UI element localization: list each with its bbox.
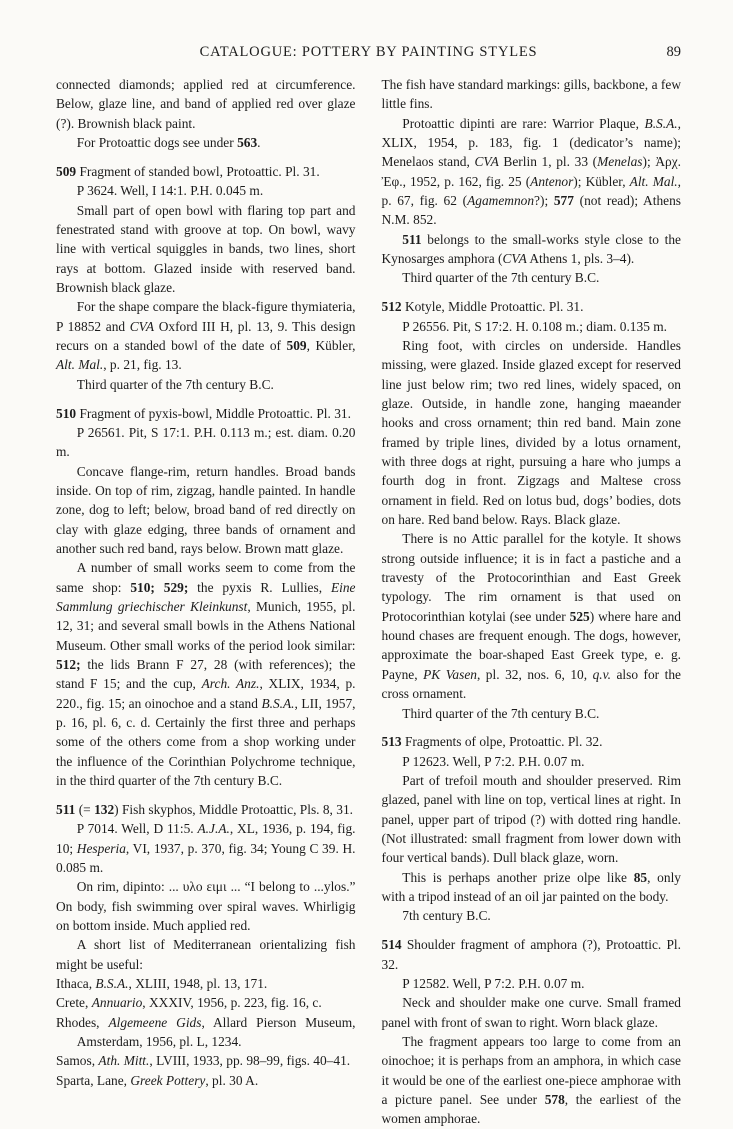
text-run: Shoulder fragment of amphora (?), Protoattic. Pl. 32. <box>381 937 681 972</box>
text-run: the lids Brann F 27, 28 (with references); the stand F 15; and the cup, <box>56 656 356 692</box>
text-run: , Munich, 1955, pl. 12, 31; and several small bowls in the Athens National Museum. Other small works of the period look similar: <box>56 598 356 653</box>
paragraph <box>56 935 356 974</box>
text-run: Concave flange-rim, return handles. Broad bands inside. On top of rim, zigzag, handle painted. In handle zone, dog to left; below, broad band of red directly on clay with glaze edging, three bands of ornament and another such red band, rays below. Brown matt glaze. <box>56 463 356 556</box>
paragraph <box>56 181 356 200</box>
text-run: Oxford III H, pl. 13, 9. This design recurs on a standed bowl of the date of <box>56 318 356 353</box>
text-run: , only with a tripod instead of an oil jar painted on the body. <box>381 869 681 905</box>
text-run: , pl. 32, nos. 6, 10, <box>476 666 593 682</box>
text-run: also for the cross ornament. <box>381 666 682 702</box>
paragraph <box>382 114 682 230</box>
text-run: Fragment of pyxis-bowl, Middle Protoattic. Pl. 31. <box>76 405 351 421</box>
italic-text: Agamemnon <box>467 193 535 209</box>
text-run: ); Ἀρχ. Ἐφ., 1952, p. 162, fig. 25 ( <box>381 154 681 189</box>
bold-text: 525 <box>569 608 590 624</box>
italic-text: Alt. Mal. <box>629 173 678 189</box>
italic-text: q.v. <box>592 666 611 682</box>
paragraph <box>56 1051 356 1070</box>
text-run: ) where hare and hound chases are frequent enough. The dogs, however, approximate the boar-shaped East Greek type, e. g. Payne, <box>381 608 681 682</box>
entry-514-heading <box>382 935 682 974</box>
bold-text: 512 <box>381 299 402 315</box>
text-run: For the shape compare the black-figure thymiateria, P 18852 and <box>56 299 356 334</box>
entry-510-heading <box>56 404 356 423</box>
paragraph <box>382 906 682 925</box>
right-column <box>382 75 682 1129</box>
page-header <box>56 44 681 61</box>
text-run: Protoattic dipinti are rare: Warrior Plaque, <box>402 115 645 131</box>
text-run: Samos, <box>56 1053 99 1069</box>
text-run: , Allard Pierson Museum, Amsterdam, 1956, pl. L, 1234. <box>76 1014 356 1049</box>
text-run: Crete, <box>56 995 92 1011</box>
text-run: , XLIX, 1934, p. 220., fig. 15; an oinochoe and a stand <box>56 676 356 711</box>
text-run: There is no Attic parallel for the kotyle. It shows strong outside influence; it is in fact a pastiche and a travesty of the Protocorinthian and East Greek typology. The rim ornament is that used on Protocorinthian kotylai (see under <box>381 531 681 624</box>
text-run: , LVIII, 1933, pp. 98–99, figs. 40–41. <box>149 1053 351 1069</box>
text-run: (= <box>75 801 95 817</box>
text-run: Third quarter of the 7th century B.C. <box>76 376 274 392</box>
text-run: , VI, 1937, p. 370, fig. 34; Young C 39. H. 0.085 m. <box>56 840 356 875</box>
bold-text: 509 <box>56 163 77 179</box>
paragraph <box>56 462 356 559</box>
paragraph <box>56 423 356 462</box>
paragraph <box>382 529 682 703</box>
text-run: On rim, dipinto: ... υλο ειμι ... “I belong to ...ylos.” On body, fish swimming over spiral waves. Whirligig on bottom inside. Much applied red. <box>56 879 356 933</box>
text-run: (not read); Athens N.M. 852. <box>381 193 681 228</box>
entry-511-heading <box>56 800 356 819</box>
left-column <box>56 75 356 1129</box>
paragraph <box>382 752 682 771</box>
bold-text: 510 <box>56 405 77 421</box>
text-run: , XXXIV, 1956, p. 223, fig. 16, c. <box>142 995 322 1011</box>
text-run: P 12623. Well, P 7:2. P.H. 0.07 m. <box>402 753 585 769</box>
text-run: Neck and shoulder make one curve. Small framed panel with front of swan to right. Worn black glaze. <box>381 995 681 1030</box>
text-run: , LII, 1957, p. 16, pl. 6, c. d. Certainly the first three and perhaps some of the others come from a shop working under the influence of the Corinthian Polychrome technique, in the third quarter of the 7th century B.C. <box>56 695 356 789</box>
bold-text: 510; 529; <box>130 579 189 595</box>
text-run: Fragments of olpe, Protoattic. Pl. 32. <box>401 734 603 750</box>
text-run: For Protoattic dogs see under <box>76 135 238 151</box>
text-run: P 12582. Well, P 7:2. P.H. 0.07 m. <box>402 975 585 991</box>
text-run: The fish have standard markings: gills, backbone, a few little fins. <box>381 77 681 112</box>
text-run: Third quarter of the 7th century B.C. <box>402 270 600 286</box>
italic-text: Menelas <box>597 154 643 170</box>
text-run: , p. 21, fig. 13. <box>103 357 182 373</box>
paragraph <box>382 230 682 269</box>
text-run: Sparta, Lane, <box>56 1072 131 1088</box>
text-run: , the earliest of the women amphorae. <box>381 1092 681 1127</box>
text-run: ?); <box>534 193 554 209</box>
paragraph <box>382 268 682 287</box>
text-run: ) Fish skyphos, Middle Protoattic, Pls. 8, 31. <box>114 801 353 817</box>
bold-text: 509 <box>286 337 307 353</box>
text-run: the pyxis R. Lullies, <box>188 579 331 595</box>
text-run: P 26556. Pit, S 17:2. H. 0.108 m.; diam. 0.135 m. <box>402 318 667 334</box>
paragraph <box>56 75 356 133</box>
paragraph <box>56 1071 356 1090</box>
italic-text: B.S.A. <box>95 975 129 991</box>
running-title: CATALOGUE: POTTERY BY PAINTING STYLES <box>199 44 538 60</box>
text-run: P 3624. Well, I 14:1. P.H. 0.045 m. <box>76 183 264 199</box>
italic-text: Hesperia <box>76 840 126 856</box>
paragraph <box>382 75 682 114</box>
bold-text: 85 <box>633 869 648 885</box>
text-run: , p. 67, fig. 62 ( <box>381 173 681 209</box>
text-run: 7th century B.C. <box>402 908 491 924</box>
paragraph <box>56 375 356 394</box>
italic-text: B.S.A. <box>644 115 678 131</box>
text-run: P 7014. Well, D 11:5. <box>76 821 198 837</box>
italic-text: Algemeene Gids <box>108 1014 202 1030</box>
paragraph <box>382 1032 682 1129</box>
paragraph <box>382 336 682 529</box>
bold-text: 578 <box>544 1092 565 1108</box>
italic-text: B.S.A. <box>261 695 295 711</box>
text-run: , XL, 1936, p. 194, fig. 10; <box>56 821 356 856</box>
text-run: , Kübler, <box>306 337 356 353</box>
paragraph <box>56 877 356 935</box>
bold-text: 577 <box>553 193 574 209</box>
italic-text: Ath. Mitt. <box>98 1053 150 1069</box>
italic-text: CVA <box>474 154 499 170</box>
text-run: Small part of open bowl with flaring top part and fenestrated stand with groove at top. On bowl, wavy line with vertical squiggles in bands, two lines, short rays at bottom. Glazed inside with reserved band. Brownish black glaze. <box>56 202 356 295</box>
paragraph <box>382 771 682 868</box>
italic-text: CVA <box>129 318 155 334</box>
text-run: Fragment of standed bowl, Protoattic. Pl. 31. <box>76 163 320 179</box>
entry-512-heading <box>382 297 682 316</box>
italic-text: Antenor <box>530 173 574 189</box>
paragraph <box>382 317 682 336</box>
text-run: belongs to the small-works style close to the Kynosarges amphora ( <box>381 231 681 267</box>
italic-text: PK Vasen <box>423 666 477 682</box>
text-run: Berlin 1, pl. 33 ( <box>498 154 598 170</box>
paragraph <box>56 558 356 790</box>
text-run: A short list of Mediterranean orientalizing fish might be useful: <box>56 937 356 972</box>
text-run: Kotyle, Middle Protoattic. Pl. 31. <box>401 299 584 315</box>
paragraph <box>56 1013 356 1052</box>
text-run: ); Kübler, <box>573 173 630 189</box>
entry-513-heading <box>382 732 682 751</box>
text-run: Rhodes, <box>56 1014 109 1030</box>
paragraph <box>56 819 356 877</box>
italic-text: Arch. Anz. <box>201 676 260 692</box>
bold-text: 563 <box>237 135 258 151</box>
text-run: Ring foot, with circles on underside. Handles missing, were glazed. Inside glazed except for reserved line just below rim; two red lines, widely spaced, on glaze. Outside, in handle zone, hanging maeander hooks and cross ornament; thin red band. Main zone framed by triple lines, divided by a lotus ornament, with three dogs at right, pursuing a hare who jumps a fourth dog in front. Zigzags and Maltese cross ornament in field. Red on lotus bud, dogs’ bodies, dots on hare. Red band below. Rays. Black glaze. <box>381 337 681 528</box>
paragraph <box>56 133 356 152</box>
text-run: Ithaca, <box>56 975 96 991</box>
text-run: , pl. 30 A. <box>205 1072 259 1088</box>
bold-text: 132 <box>94 801 115 817</box>
italic-text: Eine Sammlung griechischer Kleinkunst <box>56 579 356 614</box>
bold-text: 512; <box>56 656 81 672</box>
text-run: connected diamonds; applied red at circumference. Below, glaze line, and band of applied red over glaze (?). Brownish black paint. <box>56 77 356 131</box>
text-run: Athens 1, pls. 3–4). <box>526 251 635 267</box>
italic-text: A.J.A. <box>197 821 230 837</box>
italic-text: Alt. Mal. <box>56 357 104 373</box>
text-run: . <box>257 135 261 151</box>
text-run: The fragment appears too large to come from an oinochoe; it is perhaps from an amphora, in which case it would be one of the earliest one-piece amphorae with a picture panel. See under <box>381 1034 681 1108</box>
entry-509-heading <box>56 162 356 181</box>
paragraph <box>382 993 682 1032</box>
paragraph <box>56 993 356 1012</box>
text-run: P 26561. Pit, S 17:1. P.H. 0.113 m.; est. diam. 0.20 m. <box>56 424 356 460</box>
bold-text: 511 <box>56 801 76 817</box>
italic-text: Greek Pottery <box>130 1072 206 1088</box>
paragraph <box>382 868 682 907</box>
bold-text: 514 <box>381 937 402 953</box>
text-run: , XLIII, 1948, pl. 13, 171. <box>128 975 268 991</box>
bold-text: 511 <box>402 231 422 247</box>
italic-text: Annuario <box>91 995 143 1011</box>
text-run: This is perhaps another prize olpe like <box>402 869 634 885</box>
paragraph <box>56 974 356 993</box>
italic-text: CVA <box>502 251 527 267</box>
paragraph <box>382 974 682 993</box>
paragraph <box>56 201 356 298</box>
text-run: , XLIX, 1954, p. 183, fig. 1 (dedicator’s name); Menelaos stand, <box>381 115 681 170</box>
paragraph <box>382 704 682 723</box>
bold-text: 513 <box>381 734 402 750</box>
text-run: A number of small works seem to come from the same shop: <box>56 560 356 595</box>
text-run: Part of trefoil mouth and shoulder preserved. Rim glazed, panel with line on top, vertical lines at right. In panel, upper part of tripod (?) with dotted ring handle. (Not illustrated: small fragment from lower down with four vertical bands). Dull black glaze, worn. <box>381 773 681 866</box>
page-number: 89 <box>666 44 681 60</box>
text-run: Third quarter of the 7th century B.C. <box>402 705 600 721</box>
paragraph <box>56 297 356 374</box>
text-columns <box>56 75 681 1129</box>
